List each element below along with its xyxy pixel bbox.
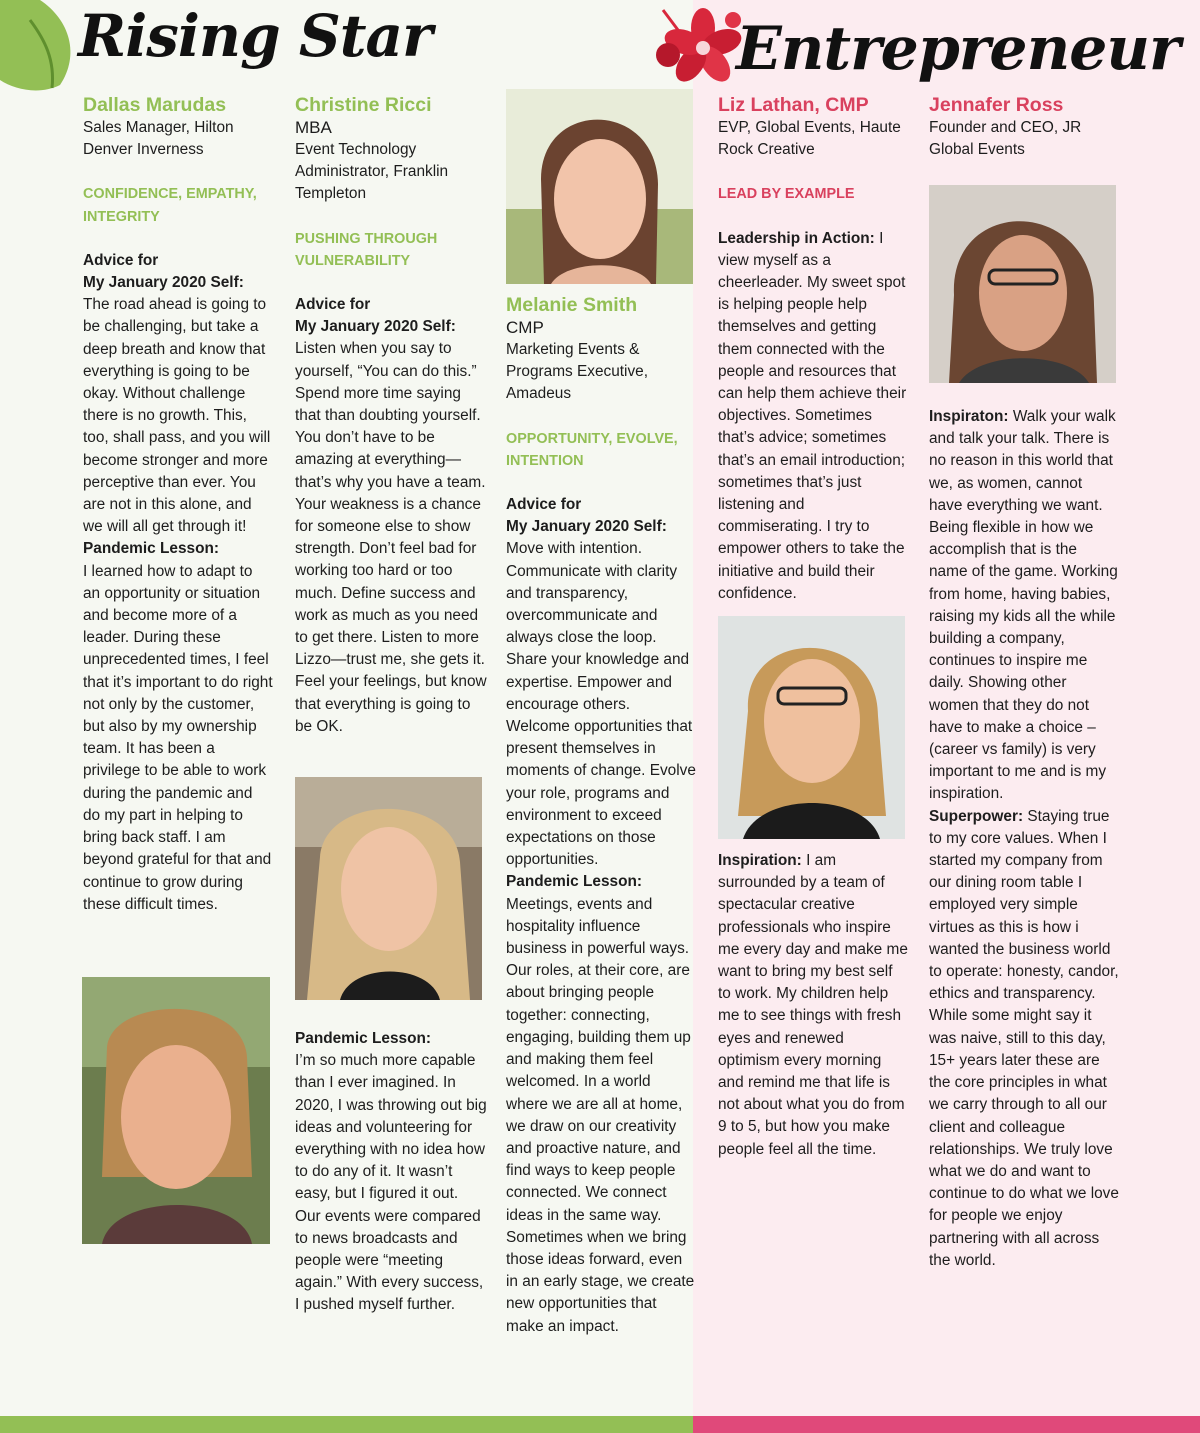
christine-lesson (295, 1028, 487, 1317)
dallas-photo (82, 977, 270, 1244)
liz-inspiration (718, 850, 908, 1161)
lesson-text: I’m so much more capable than I ever imagined. In 2020, I was throwing out big ideas and volunteering for everything with no idea how to do any of it. It wasn’t easy, but I figured it out. Our events were compared to news broadcasts and people were “meeting again.” With every success, I pushed myself further. (295, 1052, 487, 1314)
profile-credential: MBA (295, 118, 332, 137)
profile-tagline: OPPORTUNITY, EVOLVE, INTENTION (506, 430, 678, 469)
rising-star-heading: Rising Star (78, 2, 432, 70)
profile-role: Sales Manager, Hilton Denver Inverness (83, 119, 234, 159)
advice-heading-sub: My January 2020 Self: (506, 518, 667, 536)
advice-heading-sub: My January 2020 Self: (83, 274, 244, 292)
leadership-heading: Leadership in Action: (718, 229, 875, 247)
profile-role: Founder and CEO, JR Global Events (929, 119, 1082, 159)
green-leaf-icon (0, 0, 90, 95)
profile-liz (718, 93, 908, 605)
lesson-heading: Pandemic Lesson: (506, 873, 642, 891)
lesson-heading: Pandemic Lesson: (83, 540, 219, 558)
inspiration-text: Walk your walk and talk your talk. There is no reason in this world that we, as women, cannot have everything we want. Being flexible in how we accomplish that is the name of the game. Working from home, having babies, raising my kids all the while building a company, continues to inspire me daily. Showing other women that they do not have to make a choice – (career vs family) is very important to me and is my inspiration. (929, 408, 1118, 803)
pink-footer-bar (693, 1416, 1200, 1433)
christine-photo (295, 777, 482, 1000)
jennafer-photo (929, 185, 1116, 383)
advice-heading: Advice for (506, 496, 582, 514)
lesson-text: I learned how to adapt to an opportunity or situation and become more of a leader. During these unprecedented times, I feel that it’s important to do right not only by the customer, but also by my ownership team. It has been a privilege to be able to work during the pandemic and do my part in helping to bring back staff. I am beyond grateful for that and continue to grow during these difficult times. (83, 562, 273, 913)
advice-heading-sub: My January 2020 Self: (295, 318, 456, 336)
profile-melanie (506, 293, 696, 1338)
jennafer-details (929, 406, 1119, 1272)
profile-name: Christine Ricci (295, 94, 432, 116)
profile-name: Jennafer Ross (929, 94, 1064, 116)
profile-role: Event Technology Administrator, Franklin Templeton (295, 141, 449, 203)
profile-role: Marketing Events & Programs Executive, Amadeus (506, 341, 648, 403)
profile-tagline: PUSHING THROUGH VULNERABILITY (295, 230, 438, 269)
profile-tagline: CONFIDENCE, EMPATHY, INTEGRITY (83, 186, 257, 225)
advice-text: The road ahead is going to be challenging, but take a deep breath and know that everything is going to be okay. Without challenge there is no growth. This, too, shall pass, and you will become stronger and more perceptive than ever. You are not in this alone, and we will all get through it! (83, 296, 271, 536)
inspiration-text: I am surrounded by a team of spectacular creative professionals who inspire me every day and make me want to bring my best self to work. My children help me to see things with fresh eyes and renewed optimism every morning and remind me that life is not about what you do from 9 to 5, but how you make people feel all the time. (718, 852, 908, 1158)
red-flower-icon (648, 0, 748, 90)
melanie-photo (506, 89, 693, 284)
superpower-heading: Superpower: (929, 807, 1024, 825)
advice-heading: Advice for (295, 296, 371, 314)
lesson-text: Meetings, events and hospitality influence business in powerful ways. Our roles, at their core, are about bringing people together: connecting, engaging, building them up and making them feel welcomed. In a world where we are all at home, we draw on our creativity and proactive nature, and find ways to keep people connected. We connect ideas in the same way. Sometimes when we bring those ideas forward, even in an early stage, we create new opportunities that make an impact. (506, 895, 695, 1335)
superpower-text: Staying true to my core values. When I started my company from our dining room table I employed very simple virtues as this is how i wanted the business world to operate: honesty, candor, ethics and transparency. While some might say it was naive, still to this day, 15+ years later these are the core principles in what we carry through to all our client and colleague relationships. We truly love what we do and want to continue to do what we love for people we enjoy partnering with all across the world. (929, 807, 1119, 1269)
profile-jennafer (929, 93, 1119, 161)
liz-photo (718, 616, 905, 839)
profile-tagline: LEAD BY EXAMPLE (718, 186, 855, 203)
profile-name: Liz Lathan, CMP (718, 94, 869, 116)
advice-text: Listen when you say to yourself, “You can do this.” Spend more time saying that than doubting yourself. You don’t have to be amazing at everything—that’s why you have a team. Your weakness is a chance for someone else to show strength. Don’t feel bad for working too hard or too much. Define success and work as much as you need to get there. Listen to more Lizzo—trust me, she gets it. Feel your feelings, but know that everything is going to be OK. (295, 340, 487, 735)
inspiration-heading: Inspiraton: (929, 408, 1009, 425)
advice-heading: Advice for (83, 251, 159, 269)
profile-name: Melanie Smith (506, 294, 638, 316)
inspiration-heading: Inspiration: (718, 852, 802, 869)
entrepreneur-heading: Entrepreneur (736, 14, 1180, 84)
green-footer-bar (0, 1416, 693, 1433)
profile-name: Dallas Marudas (83, 94, 227, 116)
profile-credential: CMP (506, 318, 544, 337)
lesson-heading: Pandemic Lesson: (295, 1030, 431, 1047)
profile-christine (295, 93, 487, 738)
advice-text: Move with intention. Communicate with clarity and transparency, overcommunicate and always close the loop. Share your knowledge and expertise. Empower and encourage others. Welcome opportunities that present themselves in moments of change. Evolve your role, programs and environment to exceed expectations on those opportunities. (506, 540, 696, 869)
leadership-text: I view myself as a cheerleader. My sweet spot is helping people help themselves and getting them connected with the people and resources that can help them achieve their objectives. Sometimes that’s advice; sometimes that’s an email introduction; sometimes that’s just listening and commiserating. I try to empower others to take the initiative and build their confidence. (718, 229, 907, 602)
profile-role: EVP, Global Events, Haute Rock Creative (718, 119, 901, 159)
profile-dallas (83, 93, 273, 916)
